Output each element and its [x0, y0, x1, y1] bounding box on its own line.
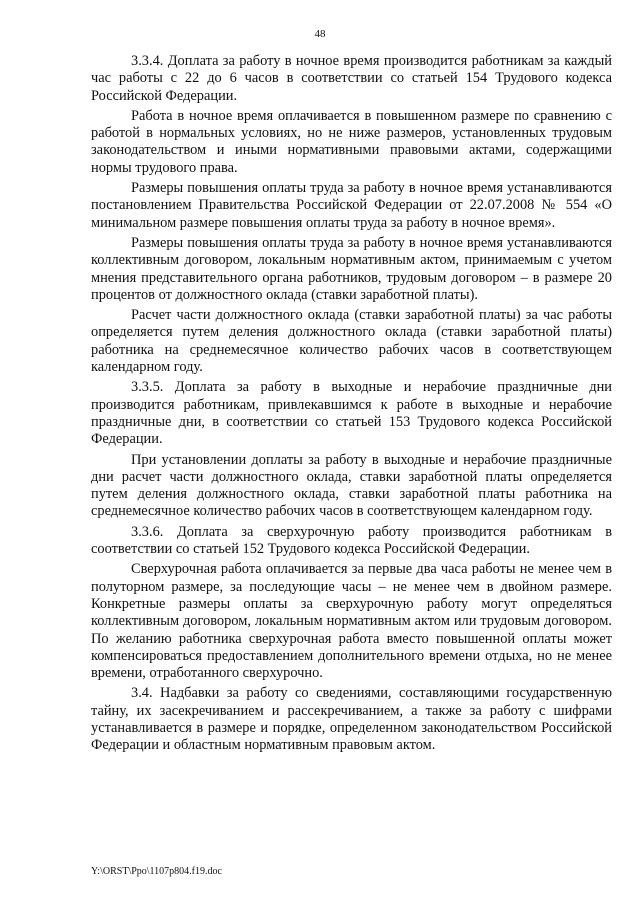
- paragraph-night-work-rate: Работа в ночное время оплачивается в повышенном размере по сравнению с работой в нормальных условиях, но не ниже размеров, установленных трудовым законодательством и иными нормативными правовыми актами, содержащими нормы трудового права.: [91, 107, 612, 176]
- page-number: 48: [314, 28, 326, 40]
- paragraph-3-3-6: 3.3.6. Доплата за сверхурочную работу производится работникам в соответствии со статьей 152 Трудового кодекса Российской Федерации.: [91, 523, 612, 558]
- footer-file-path: Y:\ORST\Ppo\1107p804.f19.doc: [91, 866, 222, 877]
- paragraph-holiday-calculation: При установлении доплаты за работу в выходные и нерабочие праздничные дни расчет части должностного оклада, ставки заработной платы определяется путем деления должностного оклада, ставки заработной платы работника на среднемесячное количество рабочих часов в соответствующем календарном году.: [91, 451, 612, 520]
- paragraph-3-3-4: 3.3.4. Доплата за работу в ночное время производится работникам за каждый час работы с 22 до 6 часов в соответствии со статьей 154 Трудового кодекса Российской Федерации.: [91, 53, 612, 104]
- paragraph-3-3-5: 3.3.5. Доплата за работу в выходные и нерабочие праздничные дни производится работникам, привлекавшимся к работе в выходные и нерабочие праздничные дни, в соответствии со статьей 153 Трудового кодекса Российской Федерации.: [91, 379, 612, 448]
- paragraph-government-decree: Размеры повышения оплаты труда за работу в ночное время устанавливаются постановлением Правительства Российской Федерации от 22.07.2008 № 554 «О минимальном размере повышения оплаты труда за работу в ночное время».: [91, 180, 612, 231]
- paragraph-collective-agreement: Размеры повышения оплаты труда за работу в ночное время устанавливаются коллективным договором, локальным нормативным актом, принимаемым с учетом мнения представительного органа работников, трудовым договором – в размере 20 процентов от должностного оклада (ставки заработной платы).: [91, 234, 612, 303]
- paragraph-overtime-pay: Сверхурочная работа оплачивается за первые два часа работы не менее чем в полуторном размере, за последующие часы – не менее чем в двойном размере. Конкретные размеры оплаты за сверхурочную работу могут определяться коллективным договором, локальным нормативным актом или трудовым договором. По желанию работника сверхурочная работа вместо повышенной оплаты может компенсироваться предоставлением дополнительного времени отдыха, но не менее времени, отработанного сверхурочно.: [91, 561, 612, 682]
- paragraph-3-4: 3.4. Надбавки за работу со сведениями, составляющими государственную тайну, их засекречиванием и рассекречиванием, а также за работу с шифрами устанавливается в размере и порядке, определенном законодательством Российской Федерации и областным нормативным правовым актом.: [91, 685, 612, 754]
- document-body: [91, 53, 612, 758]
- paragraph-hourly-calculation: Расчет части должностного оклада (ставки заработной платы) за час работы определяется путем деления должностного оклада (ставки заработной платы) работника на среднемесячное количество рабочих часов в соответствующем календарном году.: [91, 307, 612, 376]
